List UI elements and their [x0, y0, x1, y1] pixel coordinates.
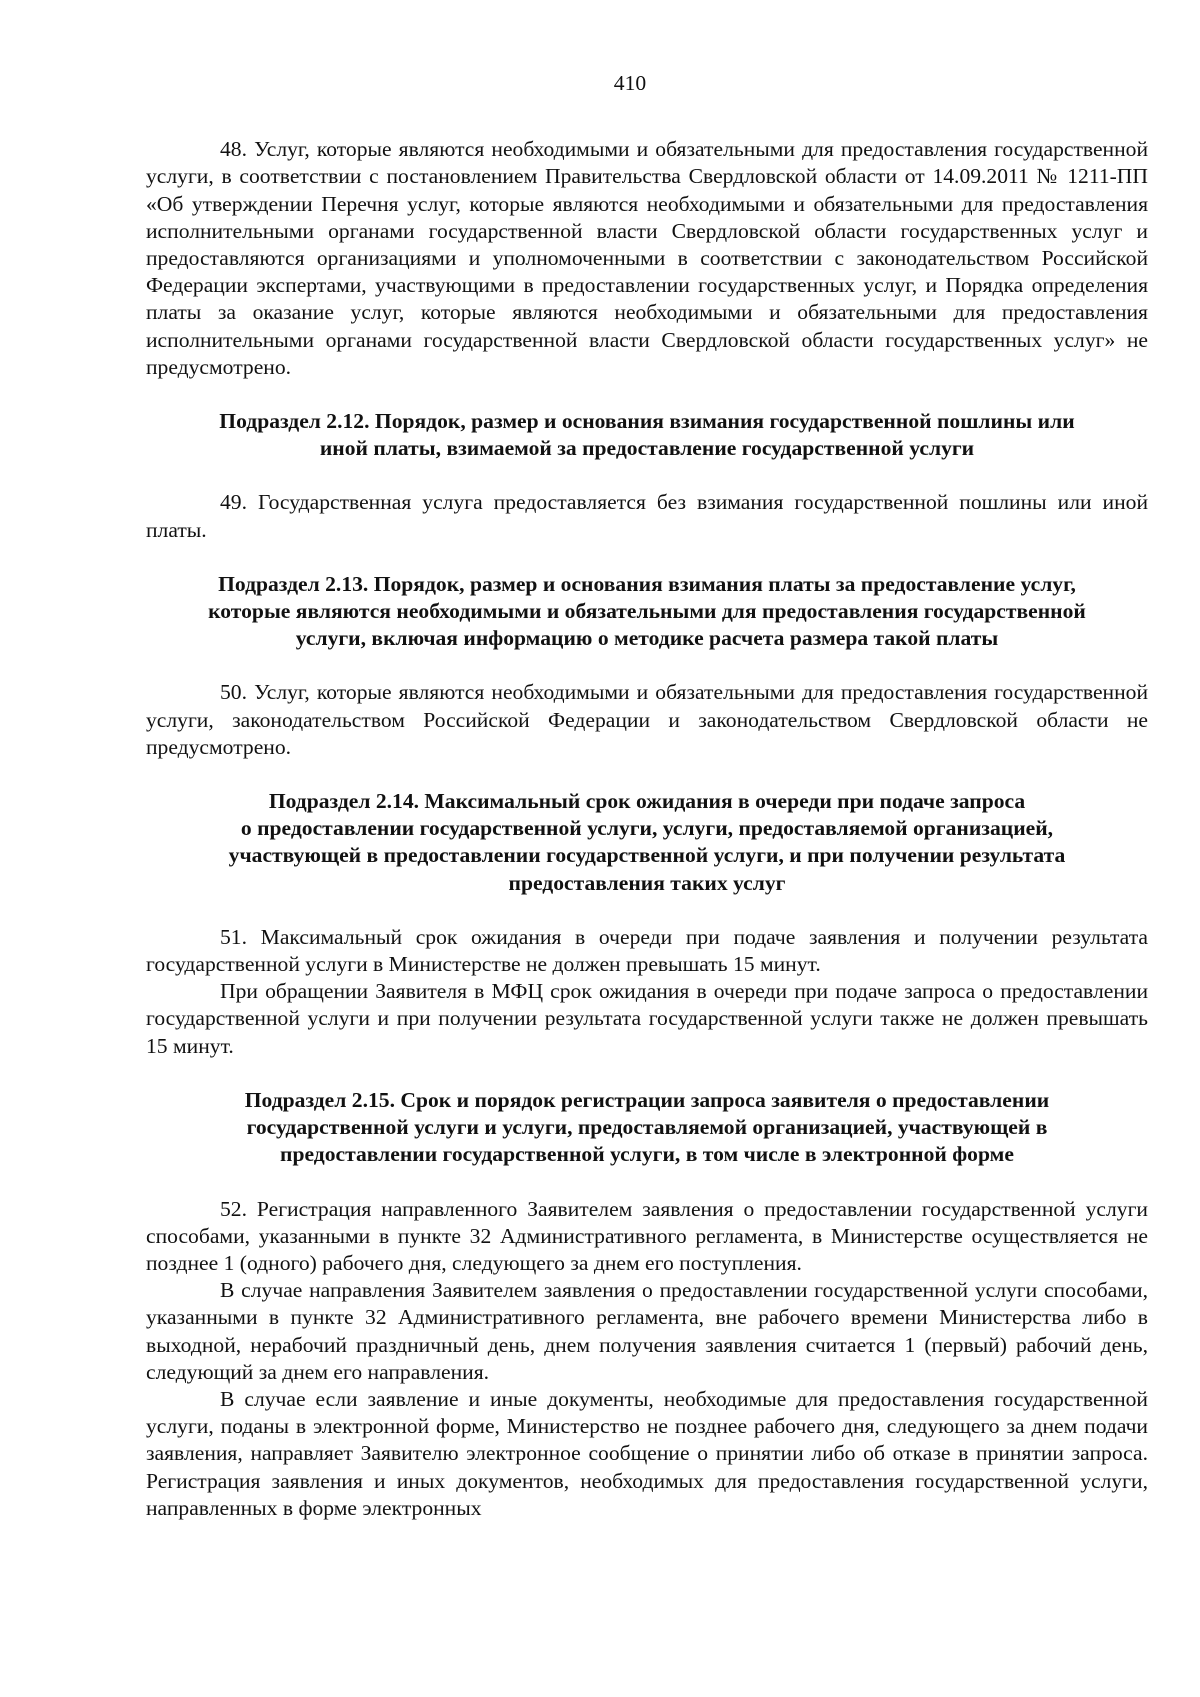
- heading-line: иной платы, взимаемой за предоставление государственной услуги: [319, 436, 975, 461]
- heading-line: государственной услуги и услуги, предоставляемой организацией, участвующей в: [246, 1115, 1048, 1140]
- heading-2-15: [146, 1087, 1148, 1169]
- heading-line: Подраздел 2.15. Срок и порядок регистрации запроса заявителя о предоставлении: [244, 1087, 1050, 1112]
- heading-2-13: [146, 571, 1148, 653]
- heading-2-12: [146, 408, 1148, 462]
- paragraph-50: 50. Услуг, которые являются необходимыми и обязательными для предоставления государственной услуги, законодательством Российской Федерации и законодательством Свердловской области не предусмотрено.: [146, 680, 1148, 759]
- page-number: 410: [613, 71, 647, 95]
- heading-line: предоставлении государственной услуги, в том числе в электронной форме: [280, 1142, 1014, 1167]
- heading-line: Подраздел 2.13. Порядок, размер и основания взимания платы за предоставление услуг,: [218, 571, 1076, 596]
- paragraph-51-continued: При обращении Заявителя в МФЦ срок ожидания в очереди при подаче запроса о предоставлении государственной услуги и при получении результата государственной услуги также не должен превышать 15 минут.: [146, 979, 1148, 1058]
- heading-2-14: [146, 788, 1148, 897]
- paragraph-48: 48. Услуг, которые являются необходимыми и обязательными для предоставления государственной услуги, в соответствии с постановлением Правительства Свердловской области от 14.09.2011 № 1211-ПП «Об утверждении Перечня услуг, которые являются необходимыми и обязательными для предоставления исполнительными органами государственной власти Свердловской области государственных услуг и предоставляются организациями и уполномоченными в соответствии с законодательством Российской Федерации экспертами, участвующими в предоставлении государственных услуг, и Порядка определения платы за оказание услуг, которые являются необходимыми и обязательными для предоставления исполнительными органами государственной власти Свердловской области государственных услуг» не предусмотрено.: [146, 137, 1148, 379]
- heading-line: которые являются необходимыми и обязательными для предоставления государственной: [208, 599, 1086, 624]
- heading-line: Подраздел 2.12. Порядок, размер и основания взимания государственной пошлины или: [219, 409, 1075, 434]
- heading-line: предоставления таких услуг: [508, 870, 786, 895]
- heading-line: участвующей в предоставлении государственной услуги, и при получении результата: [228, 843, 1066, 868]
- heading-line: о предоставлении государственной услуги, услуги, предоставляемой организацией,: [240, 816, 1054, 841]
- paragraph-51: 51. Максимальный срок ожидания в очереди при подаче заявления и получении результата государственной услуги в Министерстве не должен превышать 15 минут.: [146, 924, 1148, 977]
- heading-line: Подраздел 2.14. Максимальный срок ожидания в очереди при подаче запроса: [268, 789, 1026, 814]
- paragraph-52-electronic: В случае если заявление и иные документы, необходимые для предоставления государственной услуги, поданы в электронной форме, Министерство не позднее рабочего дня, следующего за днем подачи заявления, направляет Заявителю электронное сообщение о принятии либо об отказе в принятии запроса. Регистрация заявления и иных документов, необходимых для предоставления государственной услуги, направленных в форме электронных: [146, 1386, 1148, 1520]
- paragraph-52-continued: В случае направления Заявителем заявления о предоставлении государственной услуги способами, указанными в пункте 32 Административного регламента, вне рабочего времени Министерства либо в выходной, нерабочий праздничный день, днем получения заявления считается 1 (первый) рабочий день, следующий за днем его направления.: [146, 1278, 1148, 1384]
- paragraph-49: 49. Государственная услуга предоставляется без взимания государственной пошлины или иной платы.: [146, 490, 1148, 542]
- paragraph-52: 52. Регистрация направленного Заявителем заявления о предоставлении государственной услуги способами, указанными в пункте 32 Административного регламента, в Министерстве осуществляется не позднее 1 (одного) рабочего дня, следующего за днем его поступления.: [146, 1196, 1148, 1275]
- heading-line: услуги, включая информацию о методике расчета размера такой платы: [295, 626, 999, 651]
